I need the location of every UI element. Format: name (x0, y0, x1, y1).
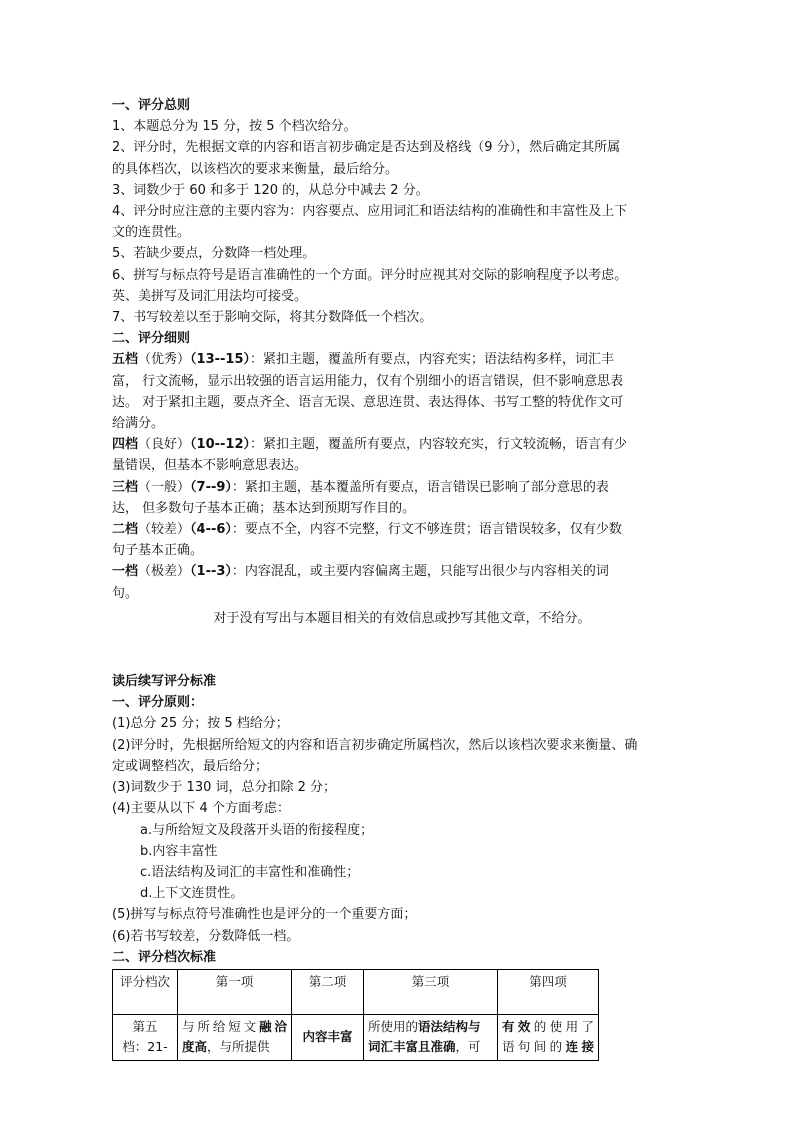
table-header-cell: 第二项 (292, 969, 364, 1014)
principle-item: (1)总分 25 分；按 5 档给分； (112, 716, 289, 732)
grade-quality: （极差） (138, 564, 191, 580)
section-heading-levels: 二、评分档次标准 (112, 949, 217, 965)
aspect-item: b.内容丰富性 (140, 843, 218, 859)
rule-line: 6、拼写与标点符号是语言准确性的一个方面。评分时应视其对交际的影响程度予以考虑。 (112, 267, 628, 283)
principle-item: (6)若书写较差，分数降低一档。 (112, 928, 300, 944)
aspect-item: d.上下文连贯性。 (140, 886, 244, 902)
grade-text: 句。 (112, 585, 139, 601)
grade-label: 五档 (112, 352, 139, 368)
grade-two (112, 519, 692, 561)
section-heading-principles: 一、评分原则： (112, 695, 204, 711)
grade-range: （10--12） (190, 437, 251, 453)
table-header-cell: 第三项 (364, 969, 498, 1014)
grade-text: 量错误，但基本不影响意思表达。 (112, 458, 308, 474)
grade-text: 达。 对于紧扣主题，要点齐全、语言无误、意思连贯、表达得体、书写工整的特优作文可 (112, 394, 624, 410)
aspect-item: a.与所给短文及段落开头语的衔接程度； (140, 822, 374, 838)
rule-line: 文的连贯性。 (112, 225, 191, 241)
grade-five (112, 349, 692, 434)
grade-text: 富， 行文流畅，显示出较强的语言运用能力，仅有个别细小的语言错误，但不影响意思表 (112, 373, 624, 389)
table-cell-item2: 内容丰富 (292, 1014, 364, 1060)
grade-label: 三档 (112, 479, 139, 495)
aspect-item: c.语法结构及词汇的丰富性和准确性； (140, 864, 360, 880)
rule-line: 4、评分时应注意的主要内容为：内容要点、应用词汇和语法结构的准确性和丰富性及上下 (112, 204, 628, 220)
grade-quality: （优秀） (138, 352, 191, 368)
table-cell-item1: 与所给短文融洽 度高，与所提供 (178, 1014, 292, 1060)
grade-quality: （良好） (138, 437, 191, 453)
rule-line: 2、评分时，先根据文章的内容和语言初步确定是否达到及格线（9 分），然后确定其所属 (112, 140, 621, 156)
general-rules (112, 116, 692, 328)
grade-text: ：要点不全，内容不完整，行文不够连贯；语言错误较多，仅有少数 (231, 522, 622, 538)
table-header-row (113, 969, 599, 1014)
grade-label: 一档 (112, 564, 139, 580)
grade-text: 达， 但多数句子基本正确；基本达到预期写作目的。 (112, 500, 416, 516)
grade-text: ：紧扣主题，覆盖所有要点，内容充实；语法结构多样，词汇丰 (250, 352, 615, 368)
grade-range: （13--15） (190, 352, 251, 368)
document-content (112, 95, 692, 1061)
grading-table (112, 969, 599, 1061)
grade-four (112, 434, 692, 476)
rule-line: 1、本题总分为 15 分，按 5 个档次给分。 (112, 119, 357, 135)
grade-text: 给满分。 (112, 416, 165, 432)
section-heading-general: 一、评分总则 (112, 98, 191, 113)
grade-quality: （一般） (138, 479, 191, 495)
grade-range: （1--3） (190, 564, 232, 580)
principle-item: (3)词数少于 130 词，总分扣除 2 分； (112, 780, 337, 796)
grade-text: ：紧扣主题，基本覆盖所有要点，语言错误已影响了部分意思的表 (231, 479, 609, 495)
grade-label: 二档 (112, 522, 139, 538)
table-header-cell: 第四项 (498, 969, 599, 1014)
grade-three (112, 477, 692, 519)
section-heading-details: 二、评分细则 (112, 331, 191, 347)
grade-text: 句子基本正确。 (112, 543, 204, 559)
table-cell-item3: 所使用的语法结构与 词汇丰富且准确，可 (364, 1014, 498, 1060)
rule-line: 的具体档次，以该档次的要求来衡量，最后给分。 (112, 161, 399, 177)
rule-line: 5、若缺少要点，分数降一档处理。 (112, 246, 316, 262)
grade-label: 四档 (112, 437, 139, 453)
grade-range: （4--6） (190, 522, 232, 538)
table-cell-level: 第五 档：21- (113, 1014, 178, 1060)
grade-quality: （较差） (138, 522, 191, 538)
rule-line: 英、美拼写及词汇用法均可接受。 (112, 288, 308, 304)
zero-score-note: 对于没有写出与本题目相关的有效信息或抄写其他文章，不给分。 (213, 610, 591, 626)
rule-line: 3、词数少于 60 和多于 120 的，从总分中减去 2 分。 (112, 182, 429, 198)
continuation-writing-title: 读后续写评分标准 (112, 674, 217, 690)
principle-item: (2)评分时，先根据所给短文的内容和语言初步确定所属档次，然后以该档次要求来衡量、确 (112, 737, 638, 753)
rule-line: 7、书写较差以至于影响交际，将其分数降低一个档次。 (112, 310, 433, 326)
table-row (113, 1014, 599, 1060)
principle-item: 定或调整档次，最后给分； (112, 758, 269, 774)
grade-range: （7--9） (190, 479, 232, 495)
table-header-cell: 评分档次 (113, 969, 178, 1014)
table-header-cell: 第一项 (178, 969, 292, 1014)
table-cell-item4: 有效的使用了 语句间的连接 (498, 1014, 599, 1060)
principle-item: (5)拼写与标点符号准确性也是评分的一个重要方面； (112, 907, 417, 923)
grade-text: ：内容混乱，或主要内容偏离主题，只能写出很少与内容相关的词 (231, 564, 609, 580)
principle-item: (4)主要从以下 4 个方面考虑： (112, 801, 290, 817)
grade-one (112, 561, 692, 603)
grade-text: ：紧扣主题，覆盖所有要点，内容较充实，行文较流畅，语言有少 (250, 437, 628, 453)
